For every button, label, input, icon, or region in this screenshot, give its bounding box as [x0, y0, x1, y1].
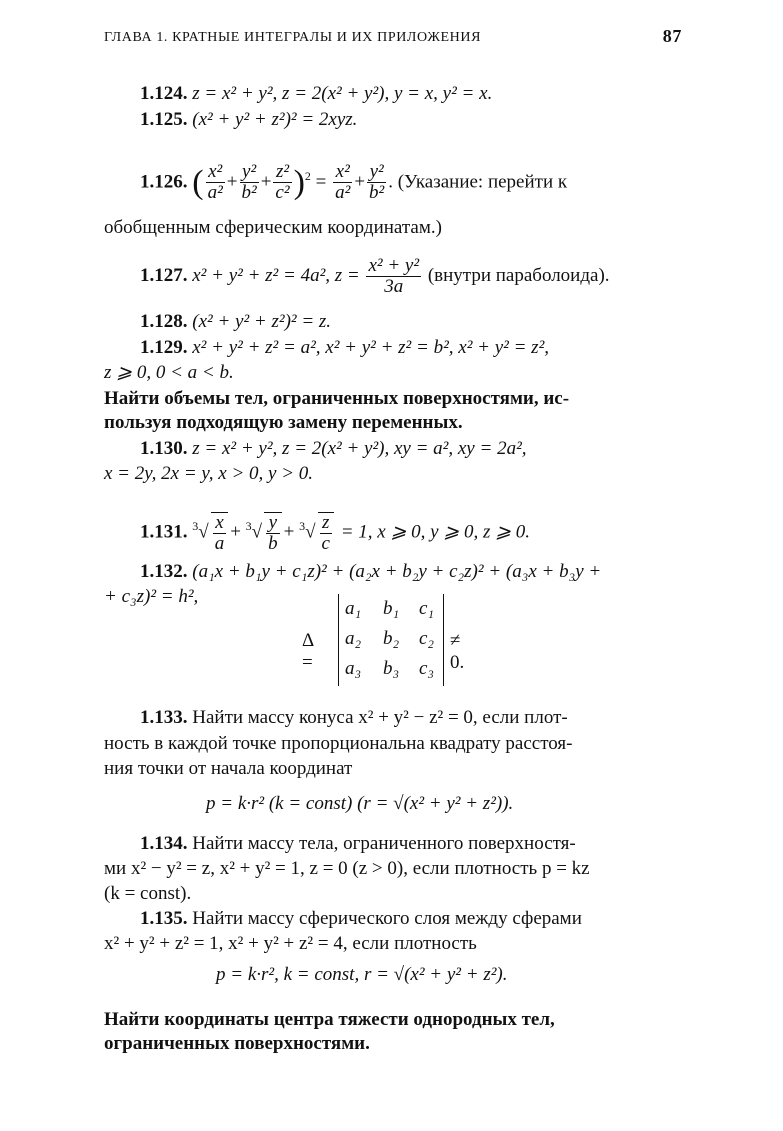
fraction: $\frac{\text{y²}}{\text{b²}}$	[241, 161, 257, 204]
problem-number: 1.129.	[140, 337, 188, 358]
problem-number: 1.131.	[140, 521, 188, 543]
problem-number: 1.133.	[140, 707, 188, 728]
section-heading-continuation: ограниченных поверхностями.	[104, 1033, 370, 1054]
fraction: $\frac{z}{c}$	[318, 512, 334, 554]
problem-number: 1.126.	[140, 171, 188, 193]
problem-text: Найти массу тела, ограниченного поверхностя-	[192, 833, 576, 854]
problem-text: z = x² + y², z = 2(x² + y²), xy = a², xy = 2a²,	[192, 438, 527, 459]
problem-number: 1.124.	[140, 83, 188, 104]
problem-text: (a₁x + b₁y + c₁z)² + (a₂x + b₂y + c₂z)² + (a₃x + b₃y +	[192, 561, 602, 582]
problem-1-135-line2: x² + y² + z² = 1, x² + y² + z² = 4, если плотность	[104, 933, 477, 954]
problem-1-133-line3: ния точки от начала координат	[104, 758, 353, 779]
problem-text: x² + y² + z² = 4a², z =	[192, 265, 360, 286]
problem-1-126-continuation	[104, 216, 682, 240]
fraction: $\frac{\text{x²}}{\text{a²}}$	[207, 161, 223, 204]
problem-text: (x² + y² + z²)² = 2xyz.	[192, 109, 358, 130]
problem-1-134-line2: ми x² − y² = z, x² + y² = 1, z = 0 (z > 0), если плотность p = kz	[104, 858, 590, 879]
problem-number: 1.125.	[140, 109, 188, 130]
problem-text: = 1, x ⩾ 0, y ⩾ 0, z ⩾ 0.	[340, 521, 531, 543]
fraction: $\frac{\text{z²}}{\text{c²}}$	[275, 161, 290, 204]
matrix-cell: c₂	[419, 628, 435, 649]
problem-text: Найти массу сферического слоя между сферами	[192, 908, 582, 929]
problem-1-132	[140, 560, 682, 584]
problem-number: 1.128.	[140, 311, 188, 332]
fraction: $\frac{\text{x²}}{\text{a²}}$	[335, 161, 351, 204]
hint-text: (Указание: перейти к	[397, 171, 568, 193]
problem-number: 1.127.	[140, 265, 188, 286]
problem-text: Найти массу конуса x² + y² − z² = 0, если плот-	[192, 707, 568, 728]
matrix-cell: a₁	[345, 598, 362, 619]
matrix-cell: b₃	[383, 658, 400, 679]
matrix-cell: c₁	[419, 598, 435, 619]
fraction: $\frac{y}{b}$	[264, 512, 282, 554]
determinant-matrix	[338, 594, 444, 686]
section-heading: Найти координаты центра тяжести однородных тел,	[104, 1009, 555, 1030]
problem-1-126: 1.126. ( $\frac{\text{x²}}{\text{a²}}$ + $\frac{\text{y²}}{\text{b²}}$ + $\frac{\text{z²}}{\text{c²}}$ )$^2$ = $\frac{\text{x²}}{\text{a²}}$ + $\frac{\text{y²}}{\text{b²}}$ . (Указание: перейти к	[140, 161, 568, 204]
problem-number: 1.132.	[140, 561, 188, 582]
determinant-condition: ≠ 0.	[450, 630, 465, 673]
hint-text: обобщенным сферическим координатам.)	[104, 217, 442, 238]
problem-1-131: 1.131. $^3$√ $\frac{x}{a}$ + $^3$√ $\frac{y}{b}$ + $^3$√ $\frac{z}{c}$ = 1, x ⩾ 0, y ⩾ 0, z ⩾ 0.	[140, 511, 531, 554]
problem-1-135	[140, 907, 682, 931]
section-heading-continuation: пользуя подходящую замену переменных.	[104, 412, 463, 433]
problem-1-124	[140, 82, 682, 106]
fraction: $\frac{\text{y²}}{\text{b²}}$	[369, 161, 385, 204]
problem-1-134-line3: (k = const).	[104, 883, 192, 904]
problem-1-130-continuation: x = 2y, 2x = y, x > 0, y > 0.	[104, 463, 314, 484]
problem-text: (x² + y² + z²)² = z.	[192, 311, 332, 332]
problem-1-133-line2: ность в каждой точке пропорциональна квадрату расстоя-	[104, 733, 573, 754]
fraction: $\frac{x}{a}$	[211, 512, 229, 554]
determinant-label: Δ =	[302, 630, 314, 673]
problem-1-132-continuation: + c₃z)² = h²,	[104, 586, 199, 607]
problem-1-128	[140, 310, 682, 334]
matrix-cell: c₃	[419, 658, 435, 679]
problem-text: x² + y² + z² = a², x² + y² + z² = b², x² + y² = z²,	[192, 337, 550, 358]
problem-1-127	[140, 252, 682, 300]
problem-number: 1.130.	[140, 438, 188, 459]
formula-paren-open: (	[192, 163, 204, 201]
matrix-cell: b₂	[383, 628, 400, 649]
problem-1-134	[140, 832, 682, 856]
matrix-cell: a₃	[345, 658, 362, 679]
running-header	[104, 26, 682, 46]
fraction: $\frac{\text{x² + y²}}{3a}$	[368, 255, 420, 298]
problem-1-133	[140, 706, 682, 730]
problem-1-125	[140, 108, 682, 132]
problem-1-129-continuation: z ⩾ 0, 0 < a < b.	[104, 362, 234, 383]
formula-paren-close: )	[293, 163, 305, 201]
problem-1-135-formula: p = k·r², k = const, r = √(x² + y² + z²).	[216, 964, 508, 985]
problem-note: (внутри параболоида).	[427, 265, 610, 286]
problem-1-133-formula: p = k·r² (k = const) (r = √(x² + y² + z²)).	[206, 793, 514, 814]
matrix-cell: a₂	[345, 628, 362, 649]
problem-number: 1.134.	[140, 833, 188, 854]
page-number: 87	[662, 26, 682, 46]
problem-1-130	[140, 437, 682, 461]
problem-text: z = x² + y², z = 2(x² + y²), y = x, y² = x.	[192, 83, 493, 104]
section-heading: Найти объемы тел, ограниченных поверхностями, ис-	[104, 388, 570, 409]
chapter-title: ГЛАВА 1. КРАТНЫЕ ИНТЕГРАЛЫ И ИХ ПРИЛОЖЕНИЯ	[104, 30, 482, 45]
problem-number: 1.135.	[140, 908, 188, 929]
matrix-cell: b₁	[383, 598, 400, 619]
problem-1-129	[140, 336, 682, 360]
